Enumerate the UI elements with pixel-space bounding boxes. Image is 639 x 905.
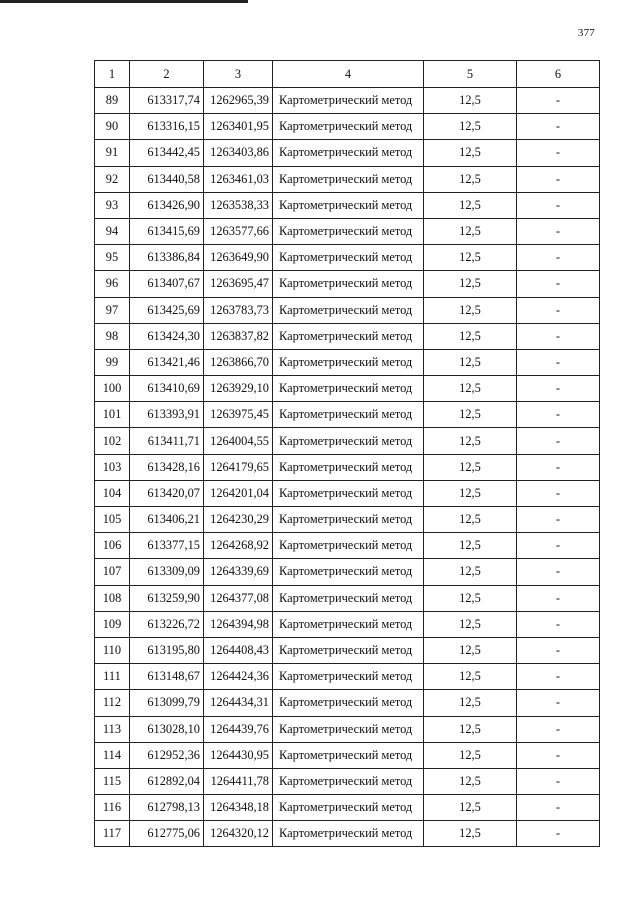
- x-coordinate-cell: 613393,91: [130, 402, 204, 428]
- x-coordinate-cell: 613028,10: [130, 716, 204, 742]
- method-cell: Картометрический метод: [273, 768, 424, 794]
- note-cell: -: [517, 507, 600, 533]
- note-cell: -: [517, 742, 600, 768]
- table-row: [95, 218, 600, 244]
- table-row: [95, 611, 600, 637]
- note-cell: -: [517, 637, 600, 663]
- method-cell: Картометрический метод: [273, 637, 424, 663]
- table-row: [95, 690, 600, 716]
- table-row: [95, 454, 600, 480]
- method-cell: Картометрический метод: [273, 323, 424, 349]
- table-row: [95, 166, 600, 192]
- note-cell: -: [517, 402, 600, 428]
- y-coordinate-cell: 1263866,70: [204, 349, 273, 375]
- x-coordinate-cell: 613386,84: [130, 245, 204, 271]
- method-cell: Картометрический метод: [273, 88, 424, 114]
- accuracy-cell: 12,5: [424, 716, 517, 742]
- note-cell: -: [517, 140, 600, 166]
- y-coordinate-cell: 1263929,10: [204, 376, 273, 402]
- method-cell: Картометрический метод: [273, 349, 424, 375]
- method-cell: Картометрический метод: [273, 166, 424, 192]
- y-coordinate-cell: 1264439,76: [204, 716, 273, 742]
- x-coordinate-cell: 613259,90: [130, 585, 204, 611]
- table-row: [95, 795, 600, 821]
- table-row: [95, 559, 600, 585]
- accuracy-cell: 12,5: [424, 218, 517, 244]
- note-cell: -: [517, 192, 600, 218]
- method-cell: Картометрический метод: [273, 454, 424, 480]
- point-number-cell: 109: [95, 611, 130, 637]
- accuracy-cell: 12,5: [424, 376, 517, 402]
- note-cell: -: [517, 218, 600, 244]
- method-cell: Картометрический метод: [273, 559, 424, 585]
- table-row: [95, 507, 600, 533]
- note-cell: -: [517, 166, 600, 192]
- table-row: [95, 349, 600, 375]
- y-coordinate-cell: 1264394,98: [204, 611, 273, 637]
- note-cell: -: [517, 768, 600, 794]
- note-cell: -: [517, 349, 600, 375]
- method-cell: Картометрический метод: [273, 428, 424, 454]
- method-cell: Картометрический метод: [273, 585, 424, 611]
- y-coordinate-cell: 1264434,31: [204, 690, 273, 716]
- x-coordinate-cell: 612798,13: [130, 795, 204, 821]
- y-coordinate-cell: 1263783,73: [204, 297, 273, 323]
- x-coordinate-cell: 613428,16: [130, 454, 204, 480]
- scan-edge-mark: [0, 0, 248, 3]
- table-row: [95, 376, 600, 402]
- accuracy-cell: 12,5: [424, 690, 517, 716]
- point-number-cell: 94: [95, 218, 130, 244]
- accuracy-cell: 12,5: [424, 480, 517, 506]
- table-row: [95, 88, 600, 114]
- accuracy-cell: 12,5: [424, 428, 517, 454]
- table-row: [95, 742, 600, 768]
- point-number-cell: 96: [95, 271, 130, 297]
- point-number-cell: 97: [95, 297, 130, 323]
- y-coordinate-cell: 1264201,04: [204, 480, 273, 506]
- accuracy-cell: 12,5: [424, 297, 517, 323]
- x-coordinate-cell: 613420,07: [130, 480, 204, 506]
- method-cell: Картометрический метод: [273, 402, 424, 428]
- method-cell: Картометрический метод: [273, 114, 424, 140]
- x-coordinate-cell: 613099,79: [130, 690, 204, 716]
- table-row: [95, 192, 600, 218]
- accuracy-cell: 12,5: [424, 795, 517, 821]
- method-cell: Картометрический метод: [273, 507, 424, 533]
- y-coordinate-cell: 1263975,45: [204, 402, 273, 428]
- x-coordinate-cell: 613424,30: [130, 323, 204, 349]
- accuracy-cell: 12,5: [424, 821, 517, 847]
- table-header-row: [95, 61, 600, 88]
- x-coordinate-cell: 613421,46: [130, 349, 204, 375]
- point-number-cell: 114: [95, 742, 130, 768]
- point-number-cell: 107: [95, 559, 130, 585]
- y-coordinate-cell: 1264377,08: [204, 585, 273, 611]
- x-coordinate-cell: 613411,71: [130, 428, 204, 454]
- y-coordinate-cell: 1264179,65: [204, 454, 273, 480]
- note-cell: -: [517, 664, 600, 690]
- point-number-cell: 116: [95, 795, 130, 821]
- y-coordinate-cell: 1263461,03: [204, 166, 273, 192]
- point-number-cell: 104: [95, 480, 130, 506]
- y-coordinate-cell: 1262965,39: [204, 88, 273, 114]
- method-cell: Картометрический метод: [273, 376, 424, 402]
- point-number-cell: 91: [95, 140, 130, 166]
- y-coordinate-cell: 1263695,47: [204, 271, 273, 297]
- table-row: [95, 140, 600, 166]
- y-coordinate-cell: 1264408,43: [204, 637, 273, 663]
- point-number-cell: 93: [95, 192, 130, 218]
- note-cell: -: [517, 88, 600, 114]
- x-coordinate-cell: 612952,36: [130, 742, 204, 768]
- coordinates-table: [94, 60, 600, 847]
- point-number-cell: 100: [95, 376, 130, 402]
- accuracy-cell: 12,5: [424, 585, 517, 611]
- header-cell-1: 1: [95, 61, 130, 88]
- method-cell: Картометрический метод: [273, 742, 424, 768]
- x-coordinate-cell: 613317,74: [130, 88, 204, 114]
- accuracy-cell: 12,5: [424, 507, 517, 533]
- accuracy-cell: 12,5: [424, 114, 517, 140]
- method-cell: Картометрический метод: [273, 480, 424, 506]
- y-coordinate-cell: 1264424,36: [204, 664, 273, 690]
- y-coordinate-cell: 1264348,18: [204, 795, 273, 821]
- note-cell: -: [517, 297, 600, 323]
- point-number-cell: 117: [95, 821, 130, 847]
- accuracy-cell: 12,5: [424, 271, 517, 297]
- point-number-cell: 106: [95, 533, 130, 559]
- y-coordinate-cell: 1263577,66: [204, 218, 273, 244]
- note-cell: -: [517, 376, 600, 402]
- note-cell: -: [517, 585, 600, 611]
- header-cell-5: 5: [424, 61, 517, 88]
- point-number-cell: 92: [95, 166, 130, 192]
- note-cell: -: [517, 559, 600, 585]
- point-number-cell: 90: [95, 114, 130, 140]
- y-coordinate-cell: 1263649,90: [204, 245, 273, 271]
- method-cell: Картометрический метод: [273, 271, 424, 297]
- x-coordinate-cell: 613148,67: [130, 664, 204, 690]
- header-cell-6: 6: [517, 61, 600, 88]
- point-number-cell: 105: [95, 507, 130, 533]
- y-coordinate-cell: 1263401,95: [204, 114, 273, 140]
- table-row: [95, 245, 600, 271]
- note-cell: -: [517, 821, 600, 847]
- note-cell: -: [517, 795, 600, 821]
- accuracy-cell: 12,5: [424, 559, 517, 585]
- x-coordinate-cell: 613226,72: [130, 611, 204, 637]
- table-row: [95, 114, 600, 140]
- x-coordinate-cell: 613442,45: [130, 140, 204, 166]
- note-cell: -: [517, 428, 600, 454]
- point-number-cell: 98: [95, 323, 130, 349]
- table-row: [95, 323, 600, 349]
- method-cell: Картометрический метод: [273, 716, 424, 742]
- y-coordinate-cell: 1264411,78: [204, 768, 273, 794]
- method-cell: Картометрический метод: [273, 218, 424, 244]
- accuracy-cell: 12,5: [424, 166, 517, 192]
- accuracy-cell: 12,5: [424, 454, 517, 480]
- note-cell: -: [517, 245, 600, 271]
- method-cell: Картометрический метод: [273, 297, 424, 323]
- header-cell-3: 3: [204, 61, 273, 88]
- note-cell: -: [517, 271, 600, 297]
- note-cell: -: [517, 480, 600, 506]
- method-cell: Картометрический метод: [273, 245, 424, 271]
- point-number-cell: 99: [95, 349, 130, 375]
- accuracy-cell: 12,5: [424, 192, 517, 218]
- note-cell: -: [517, 533, 600, 559]
- x-coordinate-cell: 612892,04: [130, 768, 204, 794]
- table-row: [95, 297, 600, 323]
- note-cell: -: [517, 611, 600, 637]
- table-row: [95, 637, 600, 663]
- table-row: [95, 271, 600, 297]
- y-coordinate-cell: 1264230,29: [204, 507, 273, 533]
- table-row: [95, 768, 600, 794]
- method-cell: Картометрический метод: [273, 664, 424, 690]
- y-coordinate-cell: 1264339,69: [204, 559, 273, 585]
- note-cell: -: [517, 323, 600, 349]
- header-cell-2: 2: [130, 61, 204, 88]
- table-row: [95, 480, 600, 506]
- point-number-cell: 111: [95, 664, 130, 690]
- point-number-cell: 115: [95, 768, 130, 794]
- x-coordinate-cell: 613406,21: [130, 507, 204, 533]
- point-number-cell: 112: [95, 690, 130, 716]
- table-row: [95, 402, 600, 428]
- accuracy-cell: 12,5: [424, 349, 517, 375]
- x-coordinate-cell: 613377,15: [130, 533, 204, 559]
- accuracy-cell: 12,5: [424, 637, 517, 663]
- x-coordinate-cell: 613440,58: [130, 166, 204, 192]
- y-coordinate-cell: 1264320,12: [204, 821, 273, 847]
- y-coordinate-cell: 1264268,92: [204, 533, 273, 559]
- y-coordinate-cell: 1263538,33: [204, 192, 273, 218]
- y-coordinate-cell: 1263837,82: [204, 323, 273, 349]
- header-cell-4: 4: [273, 61, 424, 88]
- accuracy-cell: 12,5: [424, 245, 517, 271]
- table-body: [95, 61, 600, 847]
- x-coordinate-cell: 613195,80: [130, 637, 204, 663]
- method-cell: Картометрический метод: [273, 690, 424, 716]
- accuracy-cell: 12,5: [424, 533, 517, 559]
- page-number: 377: [577, 27, 595, 39]
- accuracy-cell: 12,5: [424, 611, 517, 637]
- note-cell: -: [517, 454, 600, 480]
- table-row: [95, 821, 600, 847]
- point-number-cell: 95: [95, 245, 130, 271]
- method-cell: Картометрический метод: [273, 192, 424, 218]
- point-number-cell: 89: [95, 88, 130, 114]
- x-coordinate-cell: 613415,69: [130, 218, 204, 244]
- point-number-cell: 113: [95, 716, 130, 742]
- method-cell: Картометрический метод: [273, 611, 424, 637]
- accuracy-cell: 12,5: [424, 402, 517, 428]
- note-cell: -: [517, 690, 600, 716]
- y-coordinate-cell: 1263403,86: [204, 140, 273, 166]
- method-cell: Картометрический метод: [273, 140, 424, 166]
- x-coordinate-cell: 613316,15: [130, 114, 204, 140]
- accuracy-cell: 12,5: [424, 664, 517, 690]
- x-coordinate-cell: 612775,06: [130, 821, 204, 847]
- note-cell: -: [517, 716, 600, 742]
- accuracy-cell: 12,5: [424, 140, 517, 166]
- method-cell: Картометрический метод: [273, 533, 424, 559]
- x-coordinate-cell: 613425,69: [130, 297, 204, 323]
- table-row: [95, 664, 600, 690]
- table-row: [95, 533, 600, 559]
- note-cell: -: [517, 114, 600, 140]
- method-cell: Картометрический метод: [273, 795, 424, 821]
- point-number-cell: 103: [95, 454, 130, 480]
- accuracy-cell: 12,5: [424, 768, 517, 794]
- method-cell: Картометрический метод: [273, 821, 424, 847]
- x-coordinate-cell: 613309,09: [130, 559, 204, 585]
- point-number-cell: 110: [95, 637, 130, 663]
- x-coordinate-cell: 613407,67: [130, 271, 204, 297]
- y-coordinate-cell: 1264004,55: [204, 428, 273, 454]
- accuracy-cell: 12,5: [424, 323, 517, 349]
- accuracy-cell: 12,5: [424, 742, 517, 768]
- x-coordinate-cell: 613410,69: [130, 376, 204, 402]
- accuracy-cell: 12,5: [424, 88, 517, 114]
- point-number-cell: 108: [95, 585, 130, 611]
- table-row: [95, 585, 600, 611]
- point-number-cell: 102: [95, 428, 130, 454]
- table-row: [95, 428, 600, 454]
- x-coordinate-cell: 613426,90: [130, 192, 204, 218]
- point-number-cell: 101: [95, 402, 130, 428]
- table-row: [95, 716, 600, 742]
- y-coordinate-cell: 1264430,95: [204, 742, 273, 768]
